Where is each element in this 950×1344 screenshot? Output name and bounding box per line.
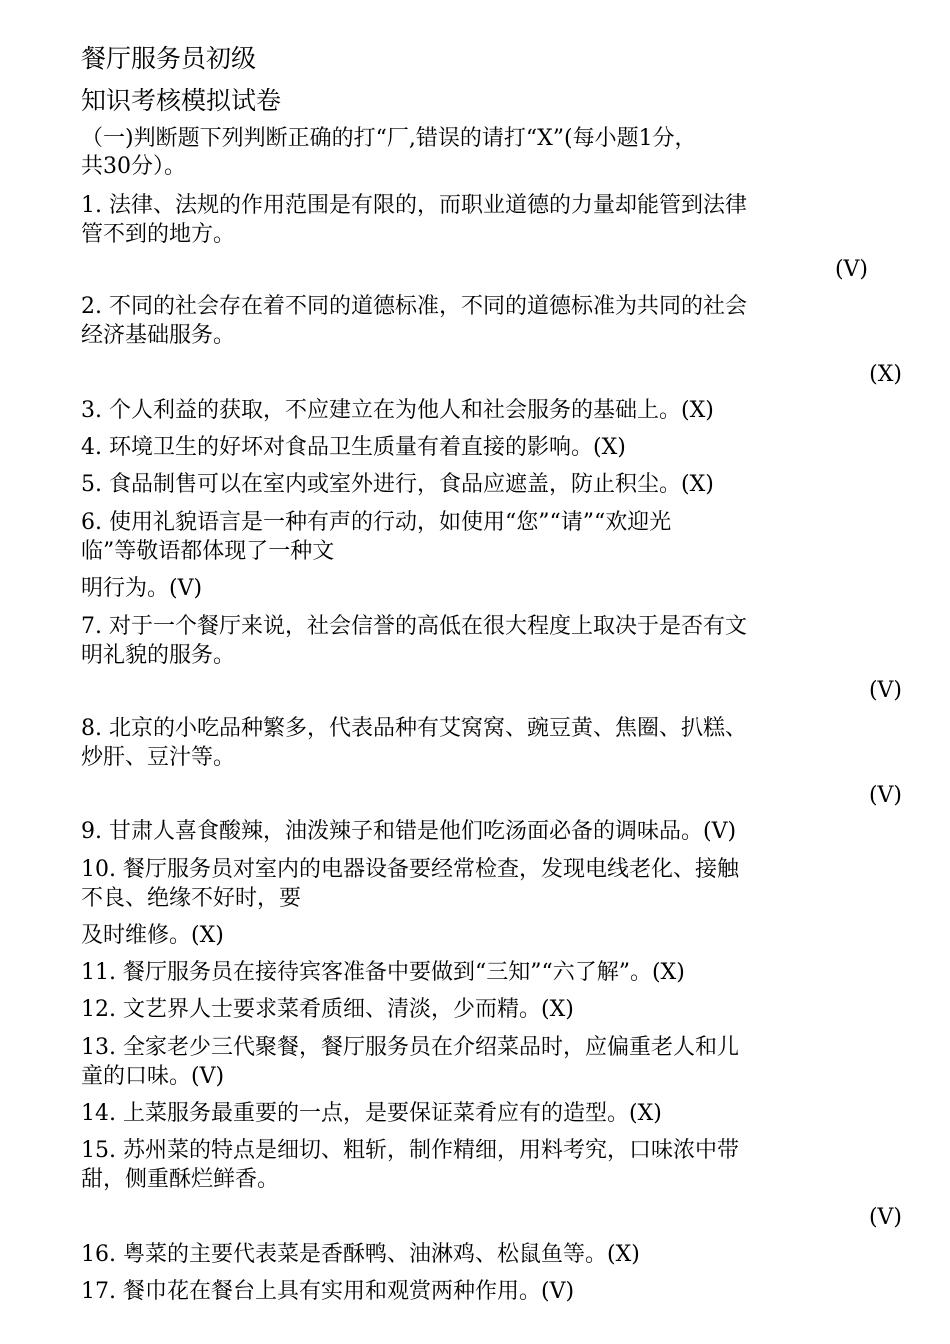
- question-1-line-2: 管不到的地方。: [81, 222, 236, 247]
- question-3-line-1: 3. 个人利益的获取，不应建立在为他人和社会服务的基础上。(X): [81, 398, 714, 423]
- question-1-answer: (V): [834, 257, 868, 282]
- question-13-line-1: 13. 全家老少三代聚餐，餐厅服务员在介绍菜品时，应偏重老人和儿: [81, 1035, 739, 1060]
- question-4-line-1: 4. 环境卫生的好坏对食品卫生质量有着直接的影响。(X): [81, 435, 626, 460]
- question-7-line-2: 明礼貌的服务。: [81, 643, 236, 668]
- question-8-answer: (V): [868, 783, 902, 808]
- question-15-line-2: 甜，侧重酥烂鲜香。: [81, 1167, 280, 1192]
- question-12-line-1: 12. 文艺界人士要求菜肴质细、清淡，少而精。(X): [81, 997, 574, 1022]
- question-6-line-3: 明行为。(V): [81, 576, 203, 601]
- question-17-line-1: 17. 餐巾花在餐台上具有实用和观赏两种作用。(V): [81, 1279, 575, 1304]
- question-7-answer: (V): [868, 678, 902, 703]
- title-line-1: 餐厅服务员初级: [81, 44, 257, 73]
- question-8-line-2: 炒肝、豆汁等。: [81, 745, 236, 770]
- title-line-2: 知识考核模拟试卷: [81, 86, 282, 115]
- instruction-line-1: （一)判断题下列判断正确的打“厂,错误的请打“X”(每小题1分，: [81, 126, 697, 151]
- question-5-line-1: 5. 食品制售可以在室内或室外进行，食品应遮盖，防止积尘。(X): [81, 472, 714, 497]
- question-8-line-1: 8. 北京的小吃品种繁多，代表品种有艾窝窝、豌豆黄、焦圈、扒糕、: [81, 716, 747, 741]
- question-2-line-2: 经济基础服务。: [81, 323, 236, 348]
- question-7-line-1: 7. 对于一个餐厅来说，社会信誉的高低在很大程度上取决于是否有文: [81, 614, 747, 639]
- instruction-line-2: 共30分）。: [81, 154, 186, 179]
- question-2-line-1: 2. 不同的社会存在着不同的道德标准，不同的道德标准为共同的社会: [81, 294, 747, 319]
- question-16-line-1: 16. 粤菜的主要代表菜是香酥鸭、油淋鸡、松鼠鱼等。(X): [81, 1242, 640, 1267]
- question-11-line-1: 11. 餐厅服务员在接待宾客准备中要做到“三知”“六了解”。(X): [81, 960, 685, 985]
- question-2-answer: (X): [869, 362, 902, 387]
- question-14-line-1: 14. 上菜服务最重要的一点，是要保证菜肴应有的造型。(X): [81, 1101, 662, 1126]
- question-15-answer: (V): [868, 1205, 902, 1230]
- question-10-line-3: 及时维修。(X): [81, 923, 224, 948]
- question-13-line-2: 童的口味。(V): [81, 1064, 225, 1089]
- question-9-line-1: 9. 甘肃人喜食酸辣，油泼辣子和错是他们吃汤面必备的调味品。(V): [81, 819, 737, 844]
- question-15-line-1: 15. 苏州菜的特点是细切、粗斩，制作精细，用料考究，口味浓中带: [81, 1138, 739, 1163]
- question-10-line-1: 10. 餐厅服务员对室内的电器设备要经常检查，发现电线老化、接触: [81, 857, 739, 882]
- question-1-line-1: 1. 法律、法规的作用范围是有限的，而职业道德的力量却能管到法律: [81, 193, 747, 218]
- question-10-line-2: 不良、绝缘不好时，要: [81, 886, 302, 911]
- question-6-line-2: 临”等敬语都体现了一种文: [81, 539, 335, 564]
- question-6-line-1: 6. 使用礼貌语言是一种有声的行动，如使用“您”“请”“欢迎光: [81, 510, 672, 535]
